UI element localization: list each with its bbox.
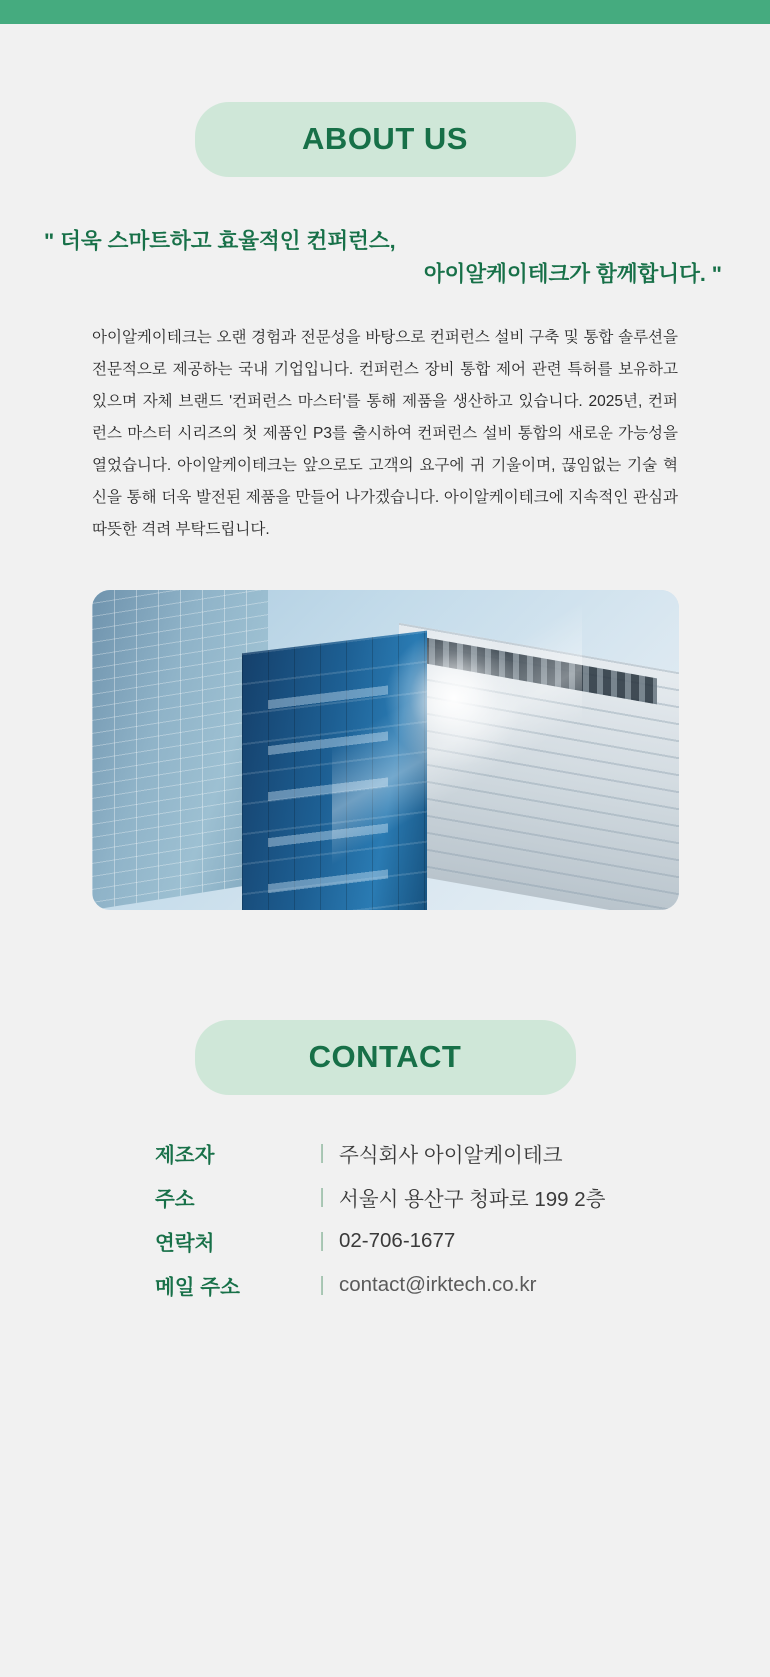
table-row [125, 1263, 645, 1307]
contact-value-manufacturer: 주식회사 아이알케이테크 [339, 1144, 563, 1168]
about-paragraph [92, 322, 678, 547]
contact-value-phone[interactable]: 02-706-1677 [339, 1229, 456, 1253]
about-quote-line-2: 아이알케이테크가 함께합니다. " [423, 262, 722, 287]
contact-separator: | [319, 1185, 325, 1209]
top-accent-bar [0, 0, 770, 24]
contact-label-phone: 연락처 [155, 1232, 215, 1256]
contact-separator: | [319, 1273, 325, 1297]
about-quote [44, 225, 726, 292]
about-heading-wrap [0, 102, 770, 177]
contact-separator: | [319, 1141, 325, 1165]
table-row [125, 1131, 645, 1175]
building-photo-wrap [0, 590, 770, 910]
contact-label-address: 주소 [155, 1188, 195, 1212]
contact-value-email[interactable]: contact@irktech.co.kr [339, 1273, 537, 1297]
about-quote-line-1: " 더욱 스마트하고 효율적인 컨퍼런스, [44, 229, 396, 253]
contact-label-manufacturer: 제조자 [155, 1144, 215, 1168]
contact-value-address: 서울시 용산구 청파로 199 2층 [339, 1188, 606, 1212]
contact-heading-pill: CONTACT [195, 1020, 576, 1095]
building-photo [92, 590, 679, 910]
bottom-spacer [0, 1307, 770, 1427]
about-paragraph-text: 아이알케이테크는 오랜 경험과 전문성을 바탕으로 컨퍼런스 설비 구축 및 통합 솔루션을 전문적으로 제공하는 국내 기업입니다. 컨퍼런스 장비 통합 제어 관련 특허를 보유하고 있으며 자체 브랜드 '컨퍼런스 마스터'를 통해 제품을 생산하고 있습니다. 2025년, 컨퍼런스 마스터 시리즈의 첫 제품인 P3를 출시하여 컨퍼런스 설비 통합의 새로운 가능성을 열었습니다. 아이알케이테크는 앞으로도 고객의 요구에 귀 기울이며, 끊임없는 기술 혁신을 통해 더욱 발전된 제품을 만들어 나가겠습니다. 아이알케이테크에 지속적인 관심과 따뜻한 격려 부탁드립니다. [92, 328, 678, 539]
contact-separator: | [319, 1229, 325, 1253]
photo-center-tower [242, 631, 427, 910]
table-row [125, 1219, 645, 1263]
contact-label-email: 메일 주소 [155, 1276, 240, 1300]
contact-table [125, 1131, 645, 1307]
photo-center-tower-windows [268, 686, 388, 911]
table-row [125, 1175, 645, 1219]
photo-right-building [399, 623, 679, 910]
contact-heading-wrap [0, 1020, 770, 1095]
about-heading-pill: ABOUT US [195, 102, 576, 177]
